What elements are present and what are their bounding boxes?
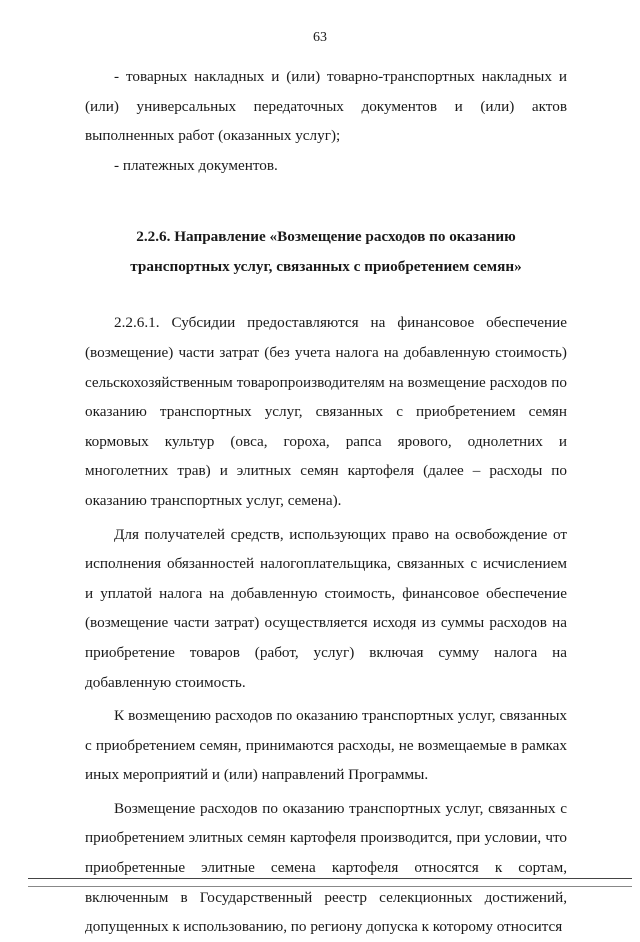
paragraph: Для получателей средств, использующих право на освобождение от исполнения обязанностей налогоплательщика, связанных с исчислением и уплатой налога на добавленную стоимость, финансовое обеспечение (возмещение части затрат) осуществляется исходя из суммы расходов на приобретение товаров (работ, услуг) включая сумму налога на добавленную стоимость. <box>85 525 567 691</box>
bottom-scan-line <box>28 878 632 879</box>
bottom-scan-line <box>28 886 632 887</box>
list-item-line: выполненных работ (оказанных услуг); <box>85 127 341 145</box>
document-body <box>85 62 567 942</box>
paragraph: Возмещение расходов по оказанию транспортных услуг, связанных с приобретением элитных семян картофеля производится, при условии, что приобретенные элитные семена картофеля относятся к сортам, включенным в Государственный реестр селекционных достижений, допущенных к использованию, по региону допуска к которому относится <box>85 799 567 936</box>
page-number: 63 <box>313 30 327 45</box>
list-item-line: - товарных накладных и (или) товарно-транспортных накладных и <box>114 68 567 85</box>
list-item-line: (или) универсальных передаточных документов и (или) актов <box>85 97 567 115</box>
section-heading <box>85 222 567 282</box>
paragraph: 2.2.6.1. Субсидии предоставляются на финансовое обеспечение (возмещение) части затрат (без учета налога на добавленную стоимость) сельскохозяйственным товаропроизводителям на возмещение расходов по оказанию транспортных услуг, связанных с приобретением семян кормовых культур (овса, гороха, рапса ярового, однолетних и многолетних трав) и элитных семян картофеля (далее – расходы по оказанию транспортных услуг, семена). <box>85 314 567 509</box>
list-item: - платежных документов. <box>114 156 278 174</box>
section-heading-line: транспортных услуг, связанных с приобретением семян» <box>130 258 522 276</box>
section-heading-line: 2.2.6. Направление «Возмещение расходов по оказанию <box>136 228 516 246</box>
paragraph: К возмещению расходов по оказанию транспортных услуг, связанных с приобретением семян, принимаются расходы, не возмещаемые в рамках иных мероприятий и (или) направлений Программы. <box>85 707 567 784</box>
